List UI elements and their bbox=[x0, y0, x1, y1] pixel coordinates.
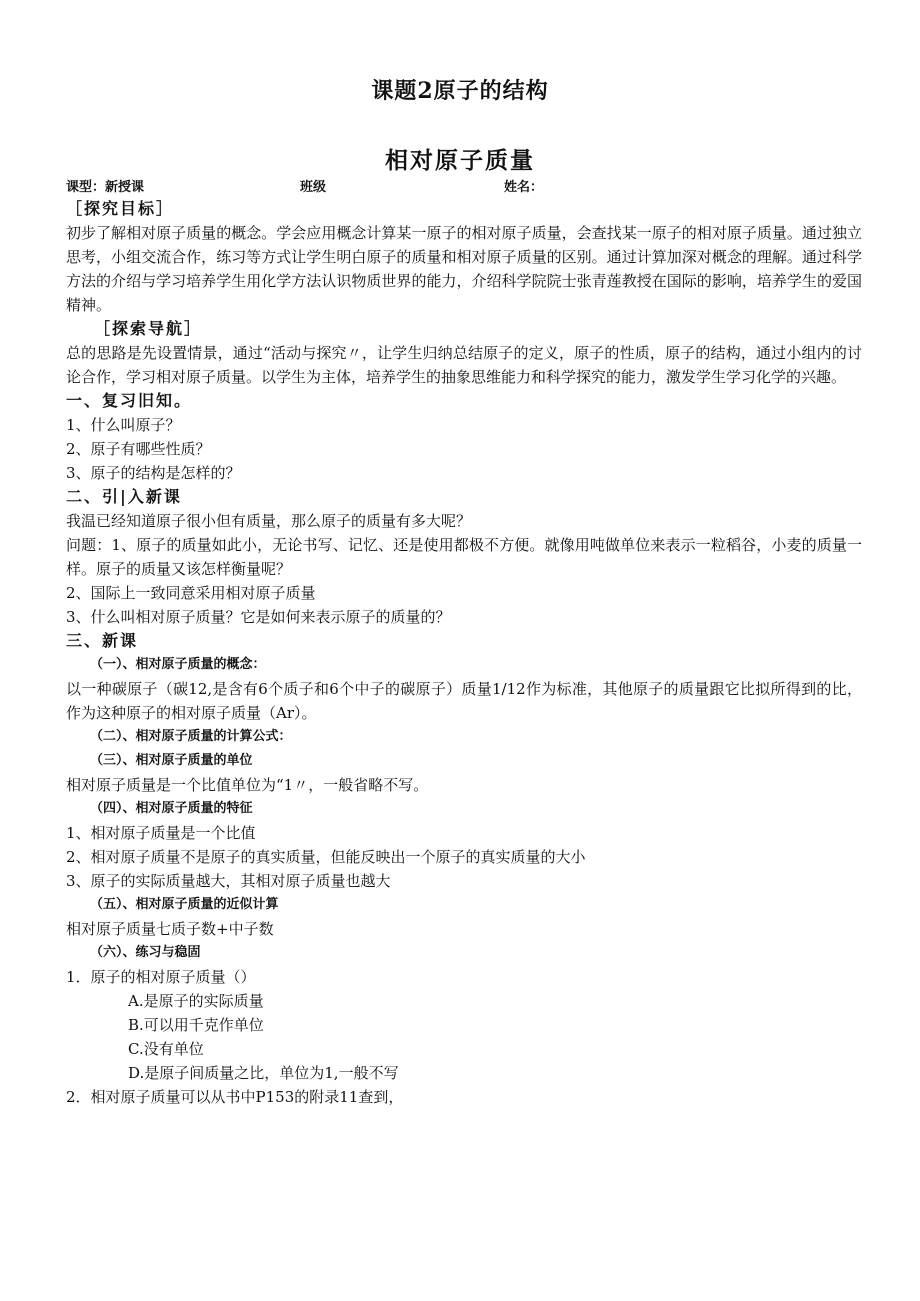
intro-line: 3、什么叫相对原子质量？它是如何来表示原子的质量的？ bbox=[66, 608, 451, 626]
review-item: 2、原子有哪些性质？ bbox=[66, 440, 211, 458]
subsection-heading: （六）、练习与稳固 bbox=[90, 945, 201, 960]
class-field: 班级 bbox=[300, 180, 327, 195]
goal-text: 初步了解相对原子质量的概念。学会应用概念计算某一原子的相对原子质量，会查找某一原子的相对原子质量。通过独立思考，小组交流合作，练习等方式让学生明白原子的质量和相对原子质量的区别。通过计算加深对概念的理解。通过科学方法的介绍与学习培养学生用化学方法认识物质世界的能力，介绍科学院院士张青莲教授在国际的影响，培养学生的爱国精神。 bbox=[66, 224, 862, 314]
intro-line: 2、国际上一致同意采用相对原子质量 bbox=[66, 584, 316, 602]
approx-text: 相对原子质量七质子数+中子数 bbox=[66, 920, 274, 938]
option-d: D.是原子间质量之比，单位为1,一般不写 bbox=[128, 1064, 399, 1082]
question-2: 2．相对原子质量可以从书中P153的附录11查到， bbox=[66, 1088, 404, 1106]
concept-text: 以一种碳原子（碳12,是含有6个质子和6个中子的碳原子）质量1/12作为标准，其他原子的质量跟它比拟所得到的比，作为这种原子的相对原子质量（Ar）。 bbox=[66, 680, 862, 722]
option-a: A.是原子的实际质量 bbox=[128, 992, 264, 1010]
intro-line: 问题：1、原子的质量如此小，无论书写、记忆、还是使用都极不方便。就像用吨做单位来表示一粒稻谷，小麦的质量一样。原子的质量又该怎样衡量呢？ bbox=[66, 536, 862, 578]
subsection-heading: （二）、相对原子质量的计算公式： bbox=[90, 729, 292, 744]
lesson-title: 相对原子质量 bbox=[385, 147, 535, 174]
review-item: 3、原子的结构是怎样的？ bbox=[66, 464, 241, 482]
new-lesson-heading: 三、新课 bbox=[66, 631, 139, 650]
intro-line: 我温已经知道原子很小但有质量，那么原子的质量有多大呢？ bbox=[66, 512, 472, 530]
feature-item: 3、原子的实际质量越大，其相对原子质量也越大 bbox=[66, 872, 391, 890]
feature-item: 1、相对原子质量是一个比值 bbox=[66, 824, 256, 842]
lesson-type: 课型：新授课 bbox=[66, 180, 145, 195]
review-item: 1、什么叫原子？ bbox=[66, 416, 181, 434]
subsection-heading: （五）、相对原子质量的近似计算 bbox=[90, 897, 279, 912]
lesson-meta bbox=[66, 176, 866, 196]
subsection-heading: （四）、相对原子质量的特征 bbox=[90, 801, 253, 816]
option-c: C.没有单位 bbox=[128, 1040, 204, 1058]
name-field: 姓名： bbox=[504, 180, 544, 195]
option-b: B.可以用千克作单位 bbox=[128, 1016, 264, 1034]
intro-heading: 二、引|入新课 bbox=[66, 487, 182, 506]
subsection-heading: （一）、相对原子质量的概念： bbox=[90, 657, 266, 672]
unit-text: 相对原子质量是一个比值单位为“1〃，一般省略不写。 bbox=[66, 776, 429, 794]
goal-heading: ［探究目标］ bbox=[66, 199, 175, 218]
subsection-heading: （三）、相对原子质量的单位 bbox=[90, 753, 253, 768]
document-body bbox=[66, 197, 862, 1109]
review-heading: 一、复习旧知。 bbox=[66, 391, 193, 410]
question-1: 1．原子的相对原子质量（） bbox=[66, 968, 256, 986]
nav-text: 总的思路是先设置情景，通过“活动与探究〃，让学生归纳总结原子的定义，原子的性质，原子的结构，通过小组内的讨论合作，学习相对原子质量。以学生为主体，培养学生的抽象思维能力和科学探究的能力，激发学生学习化学的兴趣。 bbox=[66, 344, 862, 386]
feature-item: 2、相对原子质量不是原子的真实质量，但能反映出一个原子的真实质量的大小 bbox=[66, 848, 586, 866]
topic-title: 课题2原子的结构 bbox=[371, 78, 549, 104]
nav-heading: ［探索导航］ bbox=[94, 319, 203, 338]
